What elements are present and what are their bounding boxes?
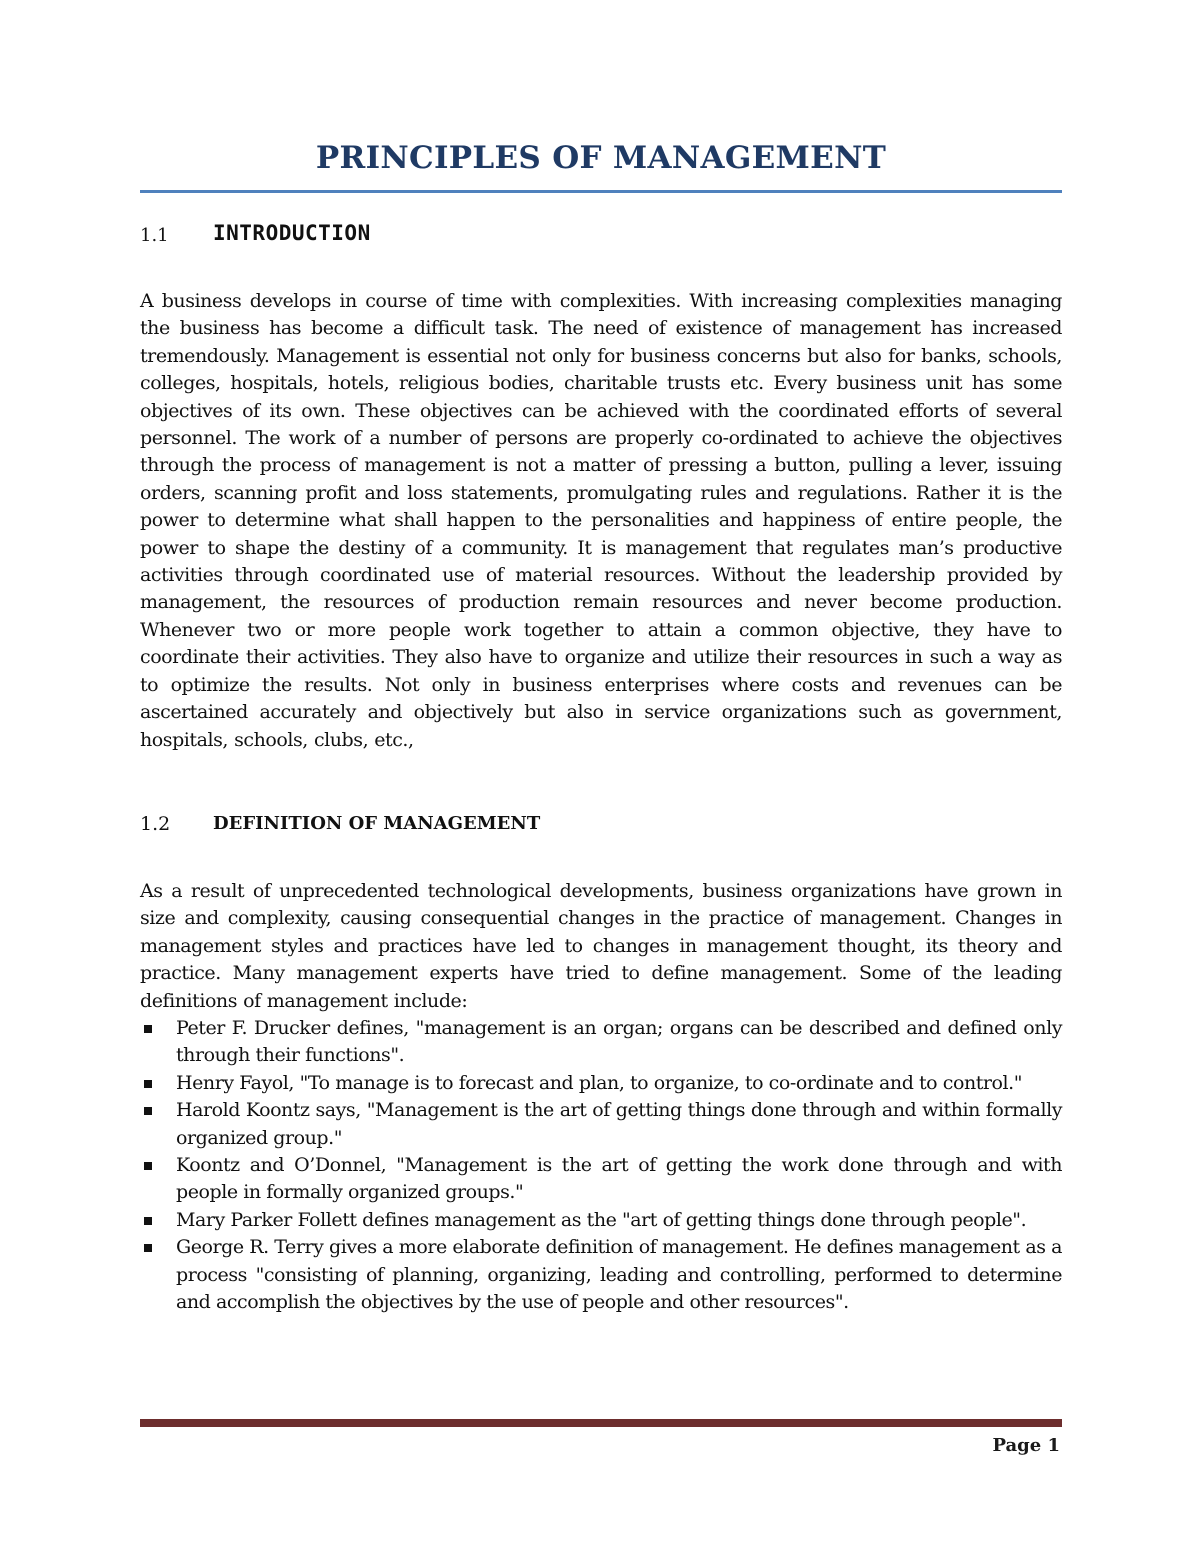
square-bullet-icon [144, 1244, 152, 1252]
square-bullet-icon [144, 1107, 152, 1115]
list-item [140, 1070, 1062, 1097]
definition-text: Mary Parker Follett defines management as the "art of getting things done through people". [176, 1208, 1027, 1231]
section-definition [140, 813, 1062, 1317]
section-heading [140, 221, 1062, 255]
definition-text: Peter F. Drucker defines, "management is an organ; organs can be described and defined only through their functions". [176, 1017, 1062, 1067]
section-introduction [140, 221, 1062, 754]
section-number: 1.2 [140, 813, 171, 835]
definition-text: Koontz and O’Donnel, "Management is the art of getting the work done through and with people in formally organized groups." [176, 1154, 1062, 1204]
list-item [140, 1207, 1062, 1234]
section-title: INTRODUCTION [213, 221, 371, 245]
intro-paragraph: A business develops in course of time with complexities. With increasing complexities managing the business has become a difficult task. The need of existence of management has increased tremendously. Management is essential not only for business concerns but also for banks, schools, colleges, hospitals, hotels, religious bodies, charitable trusts etc. Every business unit has some objectives of its own. These objectives can be achieved with the coordinated efforts of several personnel. The work of a number of persons are properly co-ordinated to achieve the objectives through the process of management is not a matter of pressing a button, pulling a lever, issuing orders, scanning profit and loss statements, promulgating rules and regulations. Rather it is the power to determine what shall happen to the personalities and happiness of entire people, the power to shape the destiny of a community. It is management that regulates man’s productive activities through coordinated use of material resources. Without the leadership provided by management, the resources of production remain resources and never become production. Whenever two or more people work together to attain a common objective, they have to coordinate their activities. They also have to organize and utilize their resources in such a way as to optimize the results. Not only in business enterprises where costs and revenues can be ascertained accurately and objectively but also in service organizations such as government, hospitals, schools, clubs, etc., [140, 290, 1062, 751]
footer-rule [140, 1419, 1062, 1427]
page-number: Page 1 [992, 1435, 1060, 1456]
list-item [140, 1097, 1062, 1152]
list-item [140, 1152, 1062, 1207]
definition-paragraph: As a result of unprecedented technological developments, business organizations have grown in size and complexity, causing consequential changes in the practice of management. Changes in management styles and practices have led to changes in management thought, its theory and practice. Many management experts have tried to define management. Some of the leading definitions of management include: [140, 880, 1062, 1012]
section-number: 1.1 [140, 225, 169, 246]
section-heading [140, 813, 1062, 843]
title-underline [140, 190, 1062, 193]
definition-text: Henry Fayol, "To manage is to forecast and plan, to organize, to co-ordinate and to control." [176, 1071, 1023, 1094]
list-item [140, 1234, 1062, 1316]
square-bullet-icon [144, 1080, 152, 1088]
section-title: DEFINITION OF MANAGEMENT [213, 813, 541, 834]
definition-text: George R. Terry gives a more elaborate definition of management. He defines management as a process "consisting of planning, organizing, leading and controlling, performed to determine and accomplish the objectives by the use of people and other resources". [176, 1236, 1062, 1314]
definitions-list [140, 1015, 1062, 1316]
definition-text: Harold Koontz says, "Management is the art of getting things done through and within formally organized group." [176, 1099, 1062, 1149]
list-item [140, 1015, 1062, 1070]
square-bullet-icon [144, 1025, 152, 1033]
square-bullet-icon [144, 1162, 152, 1170]
document-title: PRINCIPLES OF MANAGEMENT [315, 140, 887, 176]
square-bullet-icon [144, 1217, 152, 1225]
